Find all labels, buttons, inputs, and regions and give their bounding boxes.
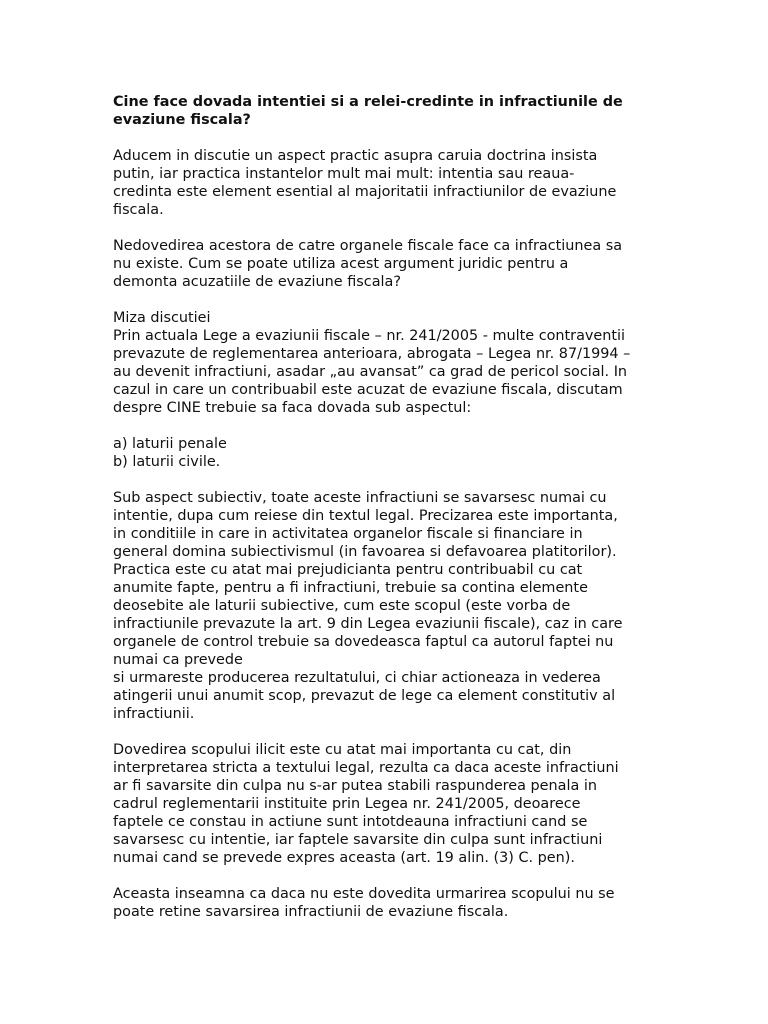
paragraph-line: b) laturii civile. bbox=[113, 454, 221, 470]
paragraph-line: interpretarea stricta a textului legal, rezulta ca daca aceste infractiuni bbox=[113, 760, 619, 776]
paragraph-line: atingerii unui anumit scop, prevazut de lege ca element constitutiv al bbox=[113, 688, 616, 704]
paragraph-line: Practica este cu atat mai prejudicianta pentru contribuabil cu cat bbox=[113, 562, 583, 578]
paragraph-line: general domina subiectivismul (in favoarea si defavoarea platitorilor). bbox=[113, 544, 617, 560]
document-body bbox=[113, 93, 658, 939]
paragraph bbox=[113, 489, 658, 723]
document-title bbox=[113, 93, 658, 129]
paragraph-line: Prin actuala Lege a evaziunii fiscale – nr. 241/2005 - multe contraventii bbox=[113, 328, 626, 344]
paragraph bbox=[113, 885, 658, 921]
paragraph bbox=[113, 147, 658, 219]
paragraph-line: demonta acuzatiile de evaziune fiscala? bbox=[113, 274, 401, 290]
paragraph-line: si urmareste producerea rezultatului, ci chiar actioneaza in vederea bbox=[113, 670, 601, 686]
paragraph-line: prevazute de reglementarea anterioara, abrogata – Legea nr. 87/1994 – bbox=[113, 346, 631, 362]
paragraph-line: poate retine savarsirea infractiunii de evaziune fiscala. bbox=[113, 904, 509, 920]
paragraph-line: fiscala. bbox=[113, 202, 164, 218]
paragraph bbox=[113, 237, 658, 291]
paragraph-line: Dovedirea scopului ilicit este cu atat mai importanta cu cat, din bbox=[113, 742, 572, 758]
paragraph-line: numai ca prevede bbox=[113, 652, 243, 668]
paragraph-line: in conditiile in care in activitatea organelor fiscale si financiare in bbox=[113, 526, 583, 542]
paragraph-line: Aceasta inseamna ca daca nu este dovedita urmarirea scopului nu se bbox=[113, 886, 615, 902]
paragraph-line: intentie, dupa cum reiese din textul legal. Precizarea este importanta, bbox=[113, 508, 618, 524]
paragraph-line: numai cand se prevede expres aceasta (art. 19 alin. (3) C. pen). bbox=[113, 850, 575, 866]
paragraph-line: organele de control trebuie sa dovedeasca faptul ca autorul faptei nu bbox=[113, 634, 614, 650]
paragraph bbox=[113, 435, 658, 471]
title-line: evaziune fiscala? bbox=[113, 112, 251, 128]
paragraph-line: faptele ce constau in actiune sunt intotdeauna infractiuni cand se bbox=[113, 814, 588, 830]
paragraph-line: Miza discutiei bbox=[113, 310, 211, 326]
paragraph bbox=[113, 741, 658, 867]
paragraph-line: Aducem in discutie un aspect practic asupra caruia doctrina insista bbox=[113, 148, 598, 164]
paragraph-line: Nedovedirea acestora de catre organele fiscale face ca infractiunea sa bbox=[113, 238, 623, 254]
title-line: Cine face dovada intentiei si a relei-credinte in infractiunile de bbox=[113, 94, 623, 110]
paragraph-line: credinta este element esential al majoritatii infractiunilor de evaziune bbox=[113, 184, 617, 200]
paragraph-line: a) laturii penale bbox=[113, 436, 227, 452]
paragraph-line: deosebite ale laturii subiective, cum este scopul (este vorba de bbox=[113, 598, 571, 614]
paragraph-line: nu existe. Cum se poate utiliza acest argument juridic pentru a bbox=[113, 256, 569, 272]
paragraph-line: Sub aspect subiectiv, toate aceste infractiuni se savarsesc numai cu bbox=[113, 490, 607, 506]
paragraph-line: putin, iar practica instantelor mult mai mult: intentia sau reaua- bbox=[113, 166, 575, 182]
paragraph-list bbox=[113, 147, 658, 921]
paragraph-line: ar fi savarsite din culpa nu s-ar putea stabili raspunderea penala in bbox=[113, 778, 597, 794]
paragraph-line: savarsesc cu intentie, iar faptele savarsite din culpa sunt infractiuni bbox=[113, 832, 603, 848]
paragraph-line: anumite fapte, pentru a fi infractiuni, trebuie sa contina elemente bbox=[113, 580, 588, 596]
paragraph-line: infractiunile prevazute la art. 9 din Legea evaziunii fiscale), caz in care bbox=[113, 616, 623, 632]
paragraph-line: cadrul reglementarii instituite prin Legea nr. 241/2005, deoarece bbox=[113, 796, 581, 812]
paragraph-line: cazul in care un contribuabil este acuzat de evaziune fiscala, discutam bbox=[113, 382, 623, 398]
paragraph-line: despre CINE trebuie sa faca dovada sub aspectul: bbox=[113, 400, 472, 416]
paragraph-line: au devenit infractiuni, asadar „au avansat” ca grad de pericol social. In bbox=[113, 364, 628, 380]
paragraph-line: infractiunii. bbox=[113, 706, 195, 722]
paragraph bbox=[113, 309, 658, 417]
